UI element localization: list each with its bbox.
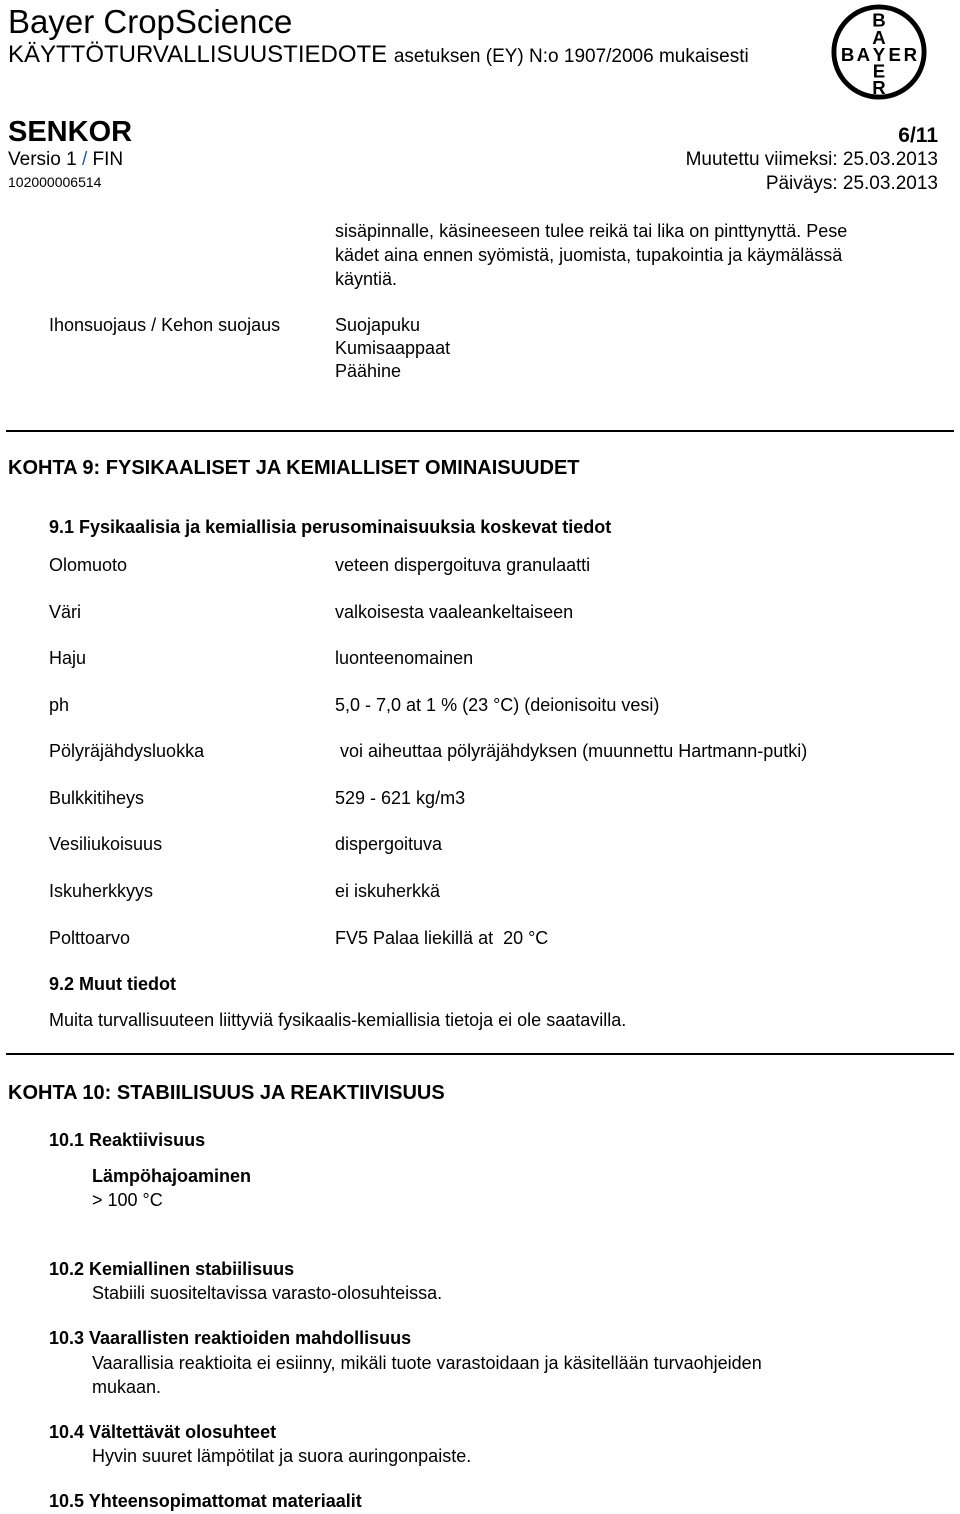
subsection-10-1-title: 10.1 Reaktiivisuus xyxy=(49,1130,206,1150)
continuation-line: kädet aina ennen syömistä, juomista, tupakointia ja käymälässä xyxy=(335,245,843,265)
continuation-line: sisäpinnalle, käsineeseen tulee reikä tai lika on pinttynyttä. Pese xyxy=(335,221,848,241)
property-value: luonteenomainen xyxy=(335,648,474,668)
continuation-line: käyntiä. xyxy=(335,269,398,289)
subsection-10-3-title: 10.3 Vaarallisten reaktioiden mahdollisuus xyxy=(49,1328,412,1348)
subsection-10-5-title: 10.5 Yhteensopimattomat materiaalit xyxy=(49,1491,362,1511)
body-protection-item: Suojapuku xyxy=(335,315,421,335)
version-label: Versio 1 xyxy=(8,149,77,170)
revised-date: Muutettu viimeksi: 25.03.2013 xyxy=(685,149,938,170)
property-value: veteen dispergoituva granulaatti xyxy=(335,555,591,575)
issue-date: Päiväys: 25.03.2013 xyxy=(765,173,938,194)
property-label: Haju xyxy=(49,648,87,668)
page-number: 6/11 xyxy=(898,124,938,147)
body-protection-item: Päähine xyxy=(335,361,402,381)
property-label: Bulkkitiheys xyxy=(49,788,145,808)
thermal-decomposition-value: > 100 °C xyxy=(92,1190,163,1210)
property-value: valkoisesta vaaleankeltaiseen xyxy=(335,602,574,622)
section-divider xyxy=(6,430,954,432)
section-10-title: KOHTA 10: STABIILISUUS JA REAKTIIVISUUS xyxy=(8,1082,445,1104)
section-divider xyxy=(6,1053,954,1055)
property-value: 5,0 - 7,0 at 1 % (23 °C) (deionisoitu vesi) xyxy=(335,695,660,715)
property-value: 529 - 621 kg/m3 xyxy=(335,788,466,808)
logo-letter-e-h: E xyxy=(888,43,901,65)
subsection-9-2-title: 9.2 Muut tiedot xyxy=(49,974,176,994)
property-value: dispergoituva xyxy=(335,834,443,854)
body-protection-item: Kumisaappaat xyxy=(335,338,451,358)
property-label: Pölyräjähdysluokka xyxy=(49,741,205,761)
section-9-title: KOHTA 9: FYSIKAALISET JA KEMIALLISET OMINAISUUDET xyxy=(8,457,580,479)
property-label: Vesiliukoisuus xyxy=(49,834,163,854)
company-name: Bayer CropScience xyxy=(8,3,293,40)
version-info xyxy=(8,148,123,172)
subsection-10-2-text: Stabiili suositeltavissa varasto-olosuhteissa. xyxy=(92,1283,443,1303)
document-number: 102000006514 xyxy=(8,174,102,190)
property-label: Väri xyxy=(49,602,82,622)
logo-letter-y: Y xyxy=(872,43,886,65)
logo-letter-b: B xyxy=(872,9,886,31)
subsection-10-3-text: mukaan. xyxy=(92,1377,162,1397)
version-language: FIN xyxy=(92,149,124,170)
subsection-10-4-text: Hyvin suuret lämpötilat ja suora auringonpaiste. xyxy=(92,1446,472,1466)
thermal-decomposition-label: Lämpöhajoaminen xyxy=(92,1166,252,1186)
logo-letter-r-h: R xyxy=(903,43,918,65)
subsection-9-2-text: Muita turvallisuuteen liittyviä fysikaalis-kemiallisia tietoja ei ole saatavilla. xyxy=(49,1010,627,1030)
version-separator: / xyxy=(81,149,88,170)
logo-letter-a-h: A xyxy=(856,43,871,65)
logo-letter-a: A xyxy=(872,27,886,49)
subsection-10-3-text: Vaarallisia reaktioita ei esiinny, mikäli tuote varastoidaan ja käsitellään turvaohjeiden xyxy=(92,1353,762,1373)
logo-letter-r: R xyxy=(872,77,886,99)
property-label: ph xyxy=(49,695,70,715)
subsection-10-4-title: 10.4 Vältettävät olosuhteet xyxy=(49,1422,277,1442)
product-name: SENKOR xyxy=(8,116,133,148)
property-label: Olomuoto xyxy=(49,555,128,575)
property-label: Iskuherkkyys xyxy=(49,881,154,901)
document-type-label: KÄYTTÖTURVALLISUUSTIEDOTE xyxy=(8,41,388,68)
body-protection-label: Ihonsuojaus / Kehon suojaus xyxy=(49,315,281,335)
property-value: FV5 Palaa liekillä at 20 °C xyxy=(335,928,549,948)
property-label: Polttoarvo xyxy=(49,928,131,948)
document-type xyxy=(8,40,749,72)
property-value: voi aiheuttaa pölyräjähdyksen (muunnettu Hartmann-putki) xyxy=(335,741,808,761)
bayer-logo xyxy=(830,2,928,102)
subsection-10-2-title: 10.2 Kemiallinen stabiilisuus xyxy=(49,1259,295,1279)
regulation-text: asetuksen (EY) N:o 1907/2006 mukaisesti xyxy=(393,46,749,67)
subsection-9-1-title: 9.1 Fysikaalisia ja kemiallisia perusominaisuuksia koskevat tiedot xyxy=(49,517,612,537)
property-value: ei iskuherkkä xyxy=(335,881,441,901)
logo-letter-e: E xyxy=(872,60,886,82)
logo-letter-b-h: B xyxy=(840,43,855,65)
